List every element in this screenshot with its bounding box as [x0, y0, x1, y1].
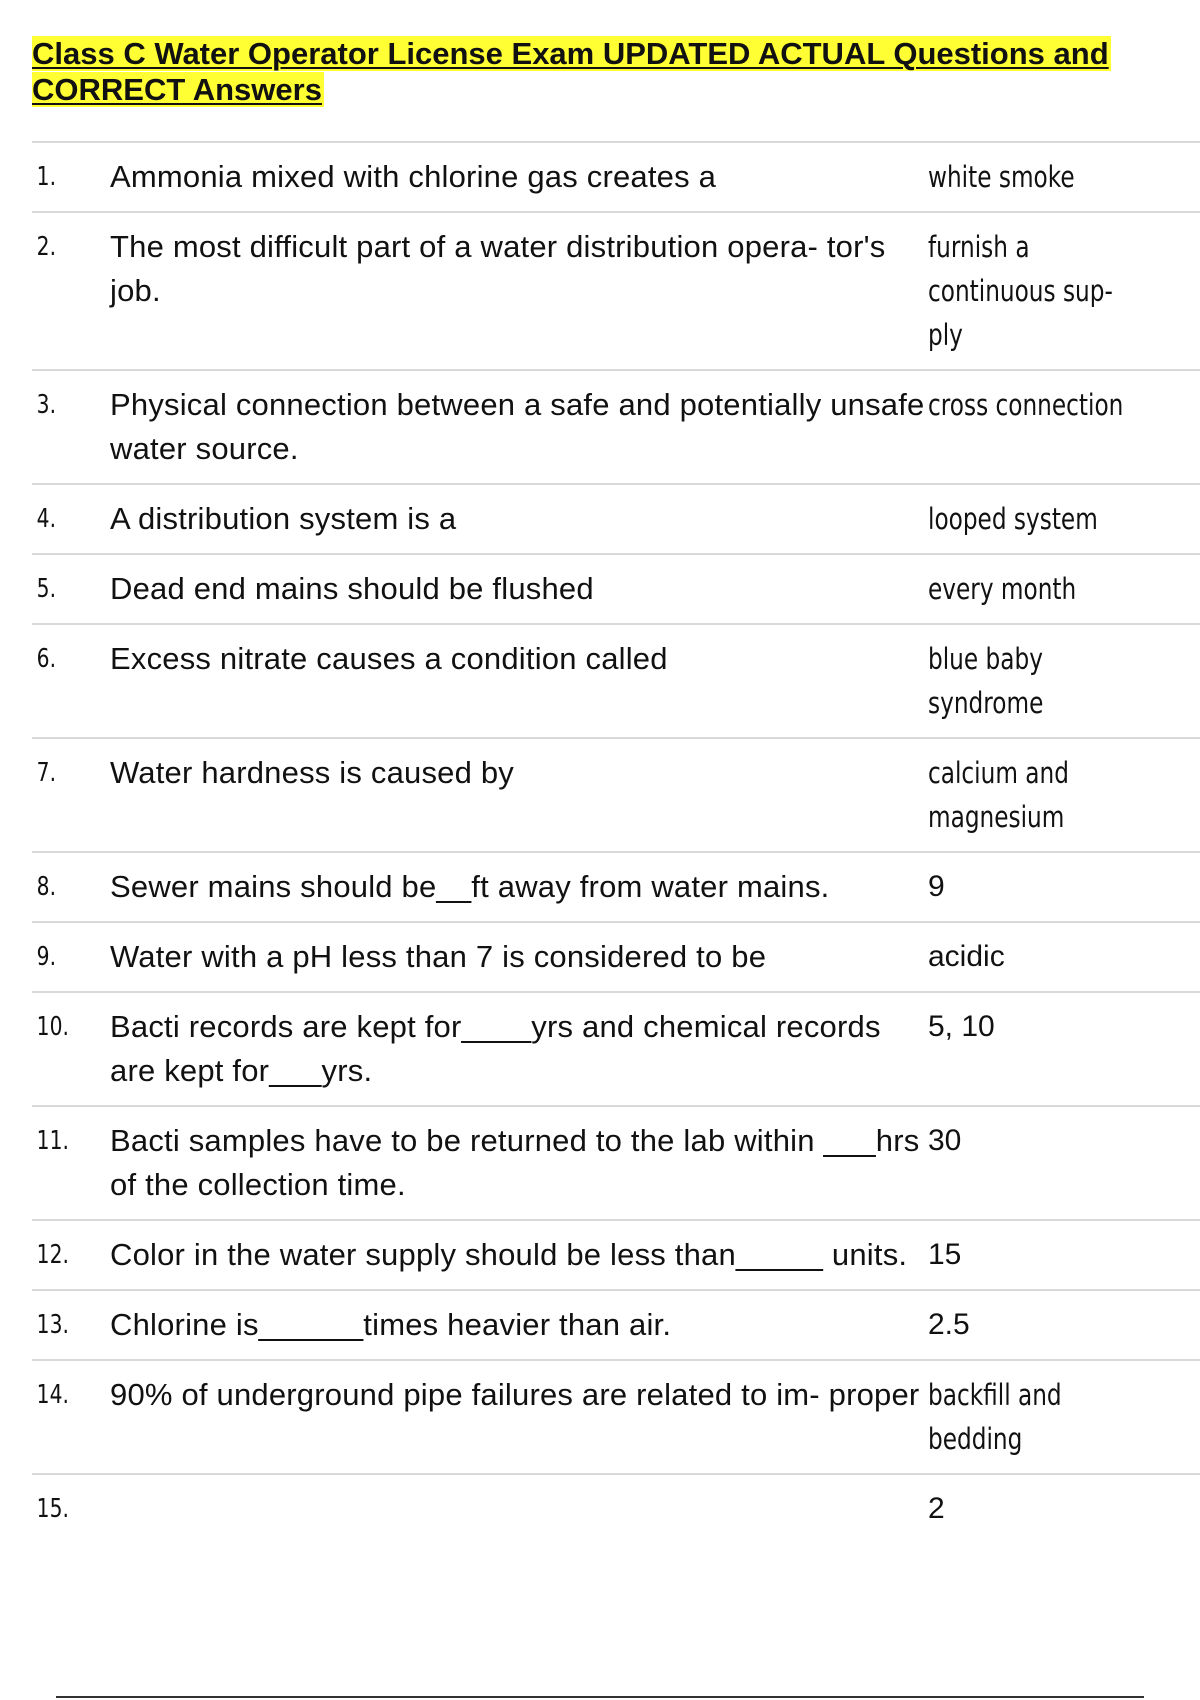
qa-row	[32, 623, 1200, 737]
qa-row	[32, 1359, 1200, 1473]
answer-text: blue baby syndrome	[928, 642, 1044, 720]
question-text: 90% of underground pipe failures are related to im- proper	[110, 1377, 920, 1412]
footer-divider	[56, 1696, 1144, 1698]
answer-text: 9	[928, 870, 945, 903]
answer-text: every month	[928, 572, 1077, 606]
question-number: 15.	[36, 1494, 69, 1524]
qa-row	[32, 1473, 1200, 1543]
answer-text: calcium and magnesium	[928, 756, 1069, 834]
answer-text: 5, 10	[928, 1010, 995, 1043]
question-number: 12.	[36, 1240, 69, 1270]
qa-row	[32, 1289, 1200, 1359]
question-text: Dead end mains should be flushed	[110, 571, 594, 606]
question-text: Chlorine is______times heavier than air.	[110, 1307, 672, 1342]
answer-text: acidic	[928, 940, 1005, 973]
question-text: Sewer mains should be__ft away from water mains.	[110, 869, 830, 904]
question-text: Bacti records are kept for____yrs and chemical records are kept for___yrs.	[110, 1009, 881, 1088]
question-number: 9.	[36, 942, 57, 972]
document-title-text: Class C Water Operator License Exam UPDATED ACTUAL Questions and CORRECT Answers	[32, 36, 1109, 107]
question-number: 14.	[36, 1380, 69, 1410]
question-text: Water with a pH less than 7 is considered to be	[110, 939, 767, 974]
answer-text: 15	[928, 1238, 962, 1271]
qa-row	[32, 1219, 1200, 1289]
question-number: 1.	[36, 162, 57, 192]
question-number: 8.	[36, 872, 57, 902]
answer-text: 30	[928, 1124, 962, 1157]
question-number: 7.	[36, 758, 57, 788]
question-text: Ammonia mixed with chlorine gas creates a	[110, 159, 717, 194]
qa-row	[32, 211, 1200, 369]
question-number: 2.	[36, 232, 57, 262]
question-number: 5.	[36, 574, 57, 604]
qa-row	[32, 991, 1200, 1105]
qa-row	[32, 141, 1200, 211]
qa-row	[32, 1105, 1200, 1219]
question-text	[110, 1475, 928, 1543]
question-number: 4.	[36, 504, 57, 534]
answer-text: 2	[928, 1492, 945, 1525]
question-text: Bacti samples have to be returned to the lab within ___hrs of the collection time.	[110, 1123, 920, 1202]
answer-text: 2.5	[928, 1308, 970, 1341]
question-text: Excess nitrate causes a condition called	[110, 641, 668, 676]
qa-row	[32, 369, 1200, 483]
question-number: 11.	[36, 1126, 69, 1156]
qa-row	[32, 737, 1200, 851]
question-text: The most difficult part of a water distribution opera- tor's job.	[110, 229, 886, 308]
question-number: 10.	[36, 1012, 69, 1042]
question-text: Color in the water supply should be less than_____ units.	[110, 1237, 908, 1272]
qa-row	[32, 851, 1200, 921]
question-text: Physical connection between a safe and potentially unsafe water source.	[110, 387, 925, 466]
question-text: A distribution system is a	[110, 501, 457, 536]
qa-row	[32, 921, 1200, 991]
answer-text: cross connection	[928, 388, 1124, 422]
document-title	[32, 36, 1172, 108]
qa-table	[32, 141, 1200, 1543]
question-text: Water hardness is caused by	[110, 755, 514, 790]
answer-text: looped system	[928, 502, 1098, 536]
answer-text: furnish a continuous sup- ply	[928, 230, 1113, 352]
question-number: 3.	[36, 390, 57, 420]
question-number: 6.	[36, 644, 57, 674]
answer-text: backfill and bedding	[928, 1378, 1062, 1456]
answer-text: white smoke	[928, 160, 1075, 194]
question-number: 13.	[36, 1310, 69, 1340]
qa-row	[32, 553, 1200, 623]
qa-row	[32, 483, 1200, 553]
